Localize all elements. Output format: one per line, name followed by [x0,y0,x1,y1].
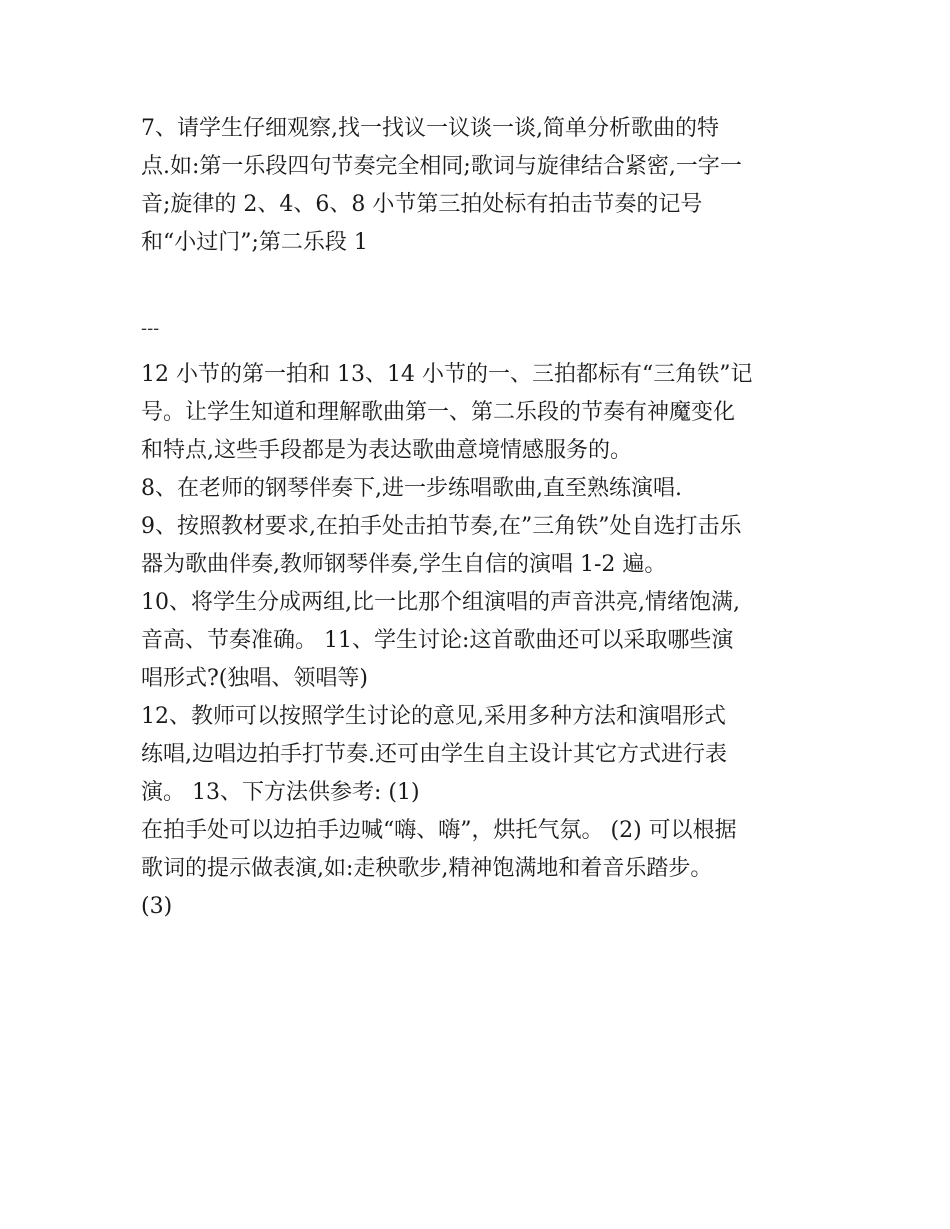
text-line: 练唱,边唱边拍手打节奏.还可由学生自主设计其它方式进行表 [141,742,727,767]
text-block-part-2 [141,356,821,926]
text-line: 9、按照教材要求,在拍手处击拍节奏,在”三角铁”处自选打击乐 [141,514,742,539]
text-line: 10、将学生分成两组,比一比那个组演唱的声音洪亮,情绪饱满, [141,590,740,615]
text-line: 在拍手处可以边拍手边喊“嗨、嗨”，烘托气氛。 (2) 可以根据 [141,818,737,843]
text-line: 器为歌曲伴奏,教师钢琴伴奏,学生自信的演唱 1-2 遍。 [141,552,667,577]
text-line: 7、请学生仔细观察,找一找议一议谈一谈,简单分析歌曲的特 [141,116,719,141]
text-line: 和“小过门”;第二乐段 1 [141,230,368,255]
text-line: 和特点,这些手段都是为表达歌曲意境情感服务的。 [141,438,632,463]
text-line: 12 小节的第一拍和 13、14 小节的一、三拍都标有“三角铁”记 [141,362,753,387]
text-line: 歌词的提示做表演,如:走秧歌步,精神饱满地和着音乐踏步。 [141,856,713,881]
text-line: 演。 13、下方法供参考: (1) [141,780,420,805]
text-block-part-1 [141,110,821,262]
text-line: 唱形式?(独唱、领唱等) [141,666,368,691]
text-line: 音;旋律的 2、4、6、8 小节第三拍处标有拍击节奏的记号 [141,192,703,217]
text-line: 号。让学生知道和理解歌曲第一、第二乐段的节奏有神魔变化 [141,400,736,425]
text-line: 8、在老师的钢琴伴奏下,进一步练唱歌曲,直至熟练演唱. [141,476,682,501]
text-line: 点.如:第一乐段四句节奏完全相同;歌词与旋律结合紧密,一字一 [141,154,742,179]
text-line: 12、教师可以按照学生讨论的意见,采用多种方法和演唱形式 [141,704,726,729]
page-separator: --- [141,318,160,339]
text-line: 音高、节奏准确。 11、学生讨论:这首歌曲还可以采取哪些演 [141,628,734,653]
text-line: (3) [141,894,173,919]
